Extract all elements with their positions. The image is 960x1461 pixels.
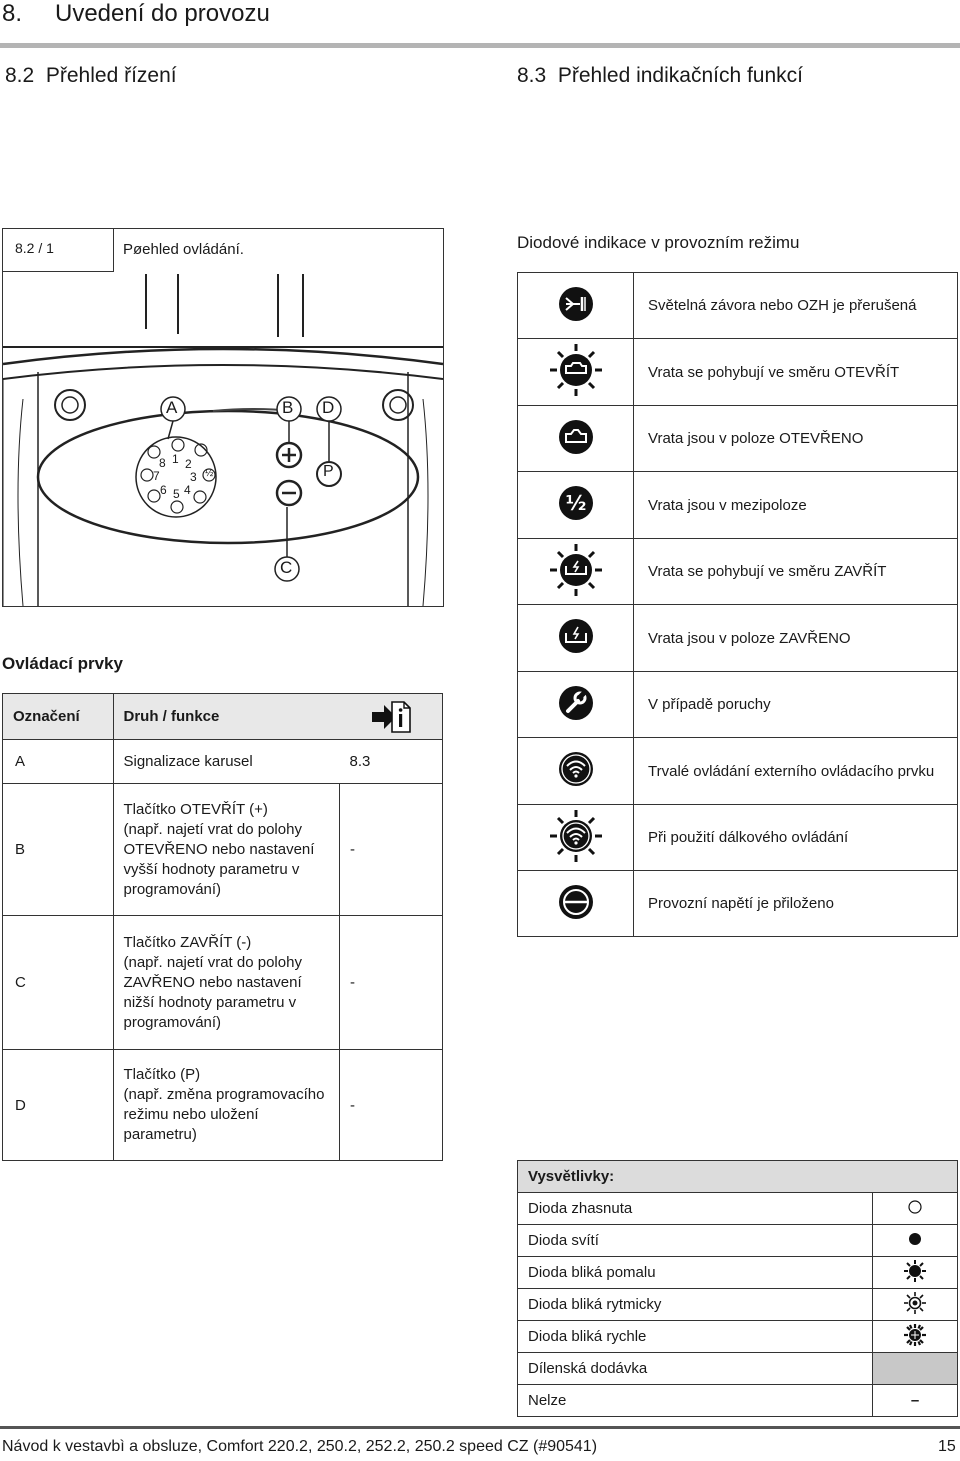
list-item bbox=[518, 1289, 958, 1321]
control-panel-figure bbox=[2, 228, 444, 607]
control-ref: - bbox=[340, 784, 443, 916]
table-row bbox=[518, 339, 958, 406]
label-d: D bbox=[322, 398, 335, 417]
door-open-icon bbox=[518, 406, 634, 472]
led-off-icon bbox=[873, 1193, 958, 1225]
led-text: Vrata jsou v mezipoloze bbox=[634, 472, 958, 539]
led-text: Provozní napětí je přiloženo bbox=[634, 871, 958, 937]
light-barrier-icon bbox=[518, 273, 634, 339]
door-closed-icon bbox=[518, 605, 634, 672]
table-row bbox=[3, 784, 443, 916]
chapter-title: Uvedení do provozu bbox=[55, 0, 270, 27]
footer-text: Návod k vestavbì a obsluze, Comfort 220.2, 250.2, 252.2, 250.2 speed CZ (#90541) bbox=[2, 1438, 598, 1455]
dial-half: ½ bbox=[205, 468, 214, 479]
legend-text: Dioda bliká rychle bbox=[518, 1321, 873, 1353]
door-closing-icon bbox=[518, 539, 634, 605]
led-heading: Diodové indikace v provozním režimu bbox=[517, 233, 800, 252]
led-text: Světelná závora nebo OZH je přerušená bbox=[634, 273, 958, 339]
shaded-cell bbox=[873, 1353, 958, 1385]
dial-number-8: 8 bbox=[159, 456, 166, 470]
col-mark-header: Označení bbox=[3, 694, 114, 740]
led-rhythm-icon bbox=[873, 1289, 958, 1321]
dial-number-4: 4 bbox=[184, 483, 191, 497]
control-mark: C bbox=[3, 916, 114, 1050]
info-reference-icon bbox=[340, 694, 443, 740]
control-ref: - bbox=[340, 1050, 443, 1161]
control-mark: B bbox=[3, 784, 114, 916]
table-row bbox=[3, 740, 443, 784]
legend-table bbox=[517, 1160, 958, 1417]
section-left-title: 8.2 Přehled řízení bbox=[5, 64, 177, 87]
figure-ref: 8.2 / 1 bbox=[15, 240, 54, 256]
table-row bbox=[518, 871, 958, 937]
table-row bbox=[518, 738, 958, 805]
table-row bbox=[3, 916, 443, 1050]
table-row bbox=[518, 406, 958, 472]
led-text: Při použití dálkového ovládání bbox=[634, 805, 958, 871]
led-text: Trvalé ovládání externího ovládacího prvku bbox=[634, 738, 958, 805]
led-fast-icon bbox=[873, 1321, 958, 1353]
led-text: Vrata se pohybují ve směru ZAVŘÍT bbox=[634, 539, 958, 605]
door-opening-icon bbox=[518, 339, 634, 406]
legend-text: Dioda bliká rytmicky bbox=[518, 1289, 873, 1321]
led-slow-icon bbox=[873, 1257, 958, 1289]
label-p: P bbox=[323, 463, 334, 480]
half-glyph: ½ bbox=[565, 491, 586, 515]
page-number: 15 bbox=[938, 1438, 956, 1455]
table-row bbox=[518, 539, 958, 605]
remote-blink-icon bbox=[518, 805, 634, 871]
list-item bbox=[518, 1257, 958, 1289]
controls-table bbox=[2, 693, 443, 1161]
table-row bbox=[518, 472, 958, 539]
half-position-icon bbox=[518, 472, 634, 539]
controls-heading: Ovládací prvky bbox=[2, 654, 123, 673]
control-function: Tlačítko ZAVŘÍT (-) (např. najetí vrat do polohy ZAVŘENO nebo nastavení nižší hodnoty parametru v programování) bbox=[113, 916, 340, 1050]
figure-ref-box bbox=[3, 229, 114, 272]
legend-text: Dílenská dodávka bbox=[518, 1353, 873, 1385]
wireless-icon bbox=[518, 738, 634, 805]
label-a: A bbox=[166, 398, 178, 417]
dial-number-3: 3 bbox=[190, 470, 197, 484]
list-item bbox=[518, 1353, 958, 1385]
dash-glyph: – bbox=[873, 1385, 958, 1417]
dial-number-7: 7 bbox=[153, 469, 160, 483]
list-item bbox=[518, 1225, 958, 1257]
list-item bbox=[518, 1321, 958, 1353]
legend-text: Dioda svítí bbox=[518, 1225, 873, 1257]
control-panel-drawing bbox=[3, 229, 443, 606]
power-icon bbox=[518, 871, 634, 937]
col-function-header: Druh / funkce bbox=[113, 694, 340, 740]
led-text: Vrata jsou v poloze OTEVŘENO bbox=[634, 406, 958, 472]
led-on-icon bbox=[873, 1225, 958, 1257]
legend-heading: Vysvětlivky: bbox=[518, 1161, 958, 1193]
legend-text: Nelze bbox=[518, 1385, 873, 1417]
label-c: C bbox=[280, 558, 293, 577]
dial-number-1: 1 bbox=[172, 452, 179, 466]
control-mark: A bbox=[3, 740, 114, 784]
list-item bbox=[518, 1193, 958, 1225]
control-function: Tlačítko OTEVŘÍT (+) (např. najetí vrat do polohy OTEVŘENO nebo nastavení vyšší hodnoty parametru v programování) bbox=[113, 784, 340, 916]
controls-header-row bbox=[3, 694, 443, 740]
legend-text: Dioda zhasnuta bbox=[518, 1193, 873, 1225]
dial-number-2: 2 bbox=[185, 457, 192, 471]
chapter-number: 8. bbox=[2, 0, 23, 27]
wrench-icon bbox=[518, 672, 634, 738]
legend-text: Dioda bliká pomalu bbox=[518, 1257, 873, 1289]
led-text: V případě poruchy bbox=[634, 672, 958, 738]
dial-number-6: 6 bbox=[160, 483, 167, 497]
section-right-title: 8.3 Přehled indikačních funkcí bbox=[517, 64, 804, 87]
table-row bbox=[3, 1050, 443, 1161]
control-function: Tlačítko (P) (např. změna programovacího režimu nebo uložení parametru) bbox=[113, 1050, 340, 1161]
figure-caption: Pøehled ovládání. bbox=[123, 241, 244, 258]
footer-rule bbox=[0, 1426, 960, 1429]
control-ref: - bbox=[340, 916, 443, 1050]
header-rule bbox=[0, 43, 960, 48]
table-row bbox=[518, 672, 958, 738]
control-ref: 8.3 bbox=[340, 740, 443, 784]
led-text: Vrata se pohybují ve směru OTEVŘÍT bbox=[634, 339, 958, 406]
label-b: B bbox=[282, 398, 294, 417]
table-row bbox=[518, 605, 958, 672]
control-mark: D bbox=[3, 1050, 114, 1161]
led-text: Vrata jsou v poloze ZAVŘENO bbox=[634, 605, 958, 672]
table-row bbox=[518, 805, 958, 871]
led-table bbox=[517, 272, 958, 937]
legend-header-row bbox=[518, 1161, 958, 1193]
dial-number-5: 5 bbox=[173, 487, 180, 501]
list-item bbox=[518, 1385, 958, 1417]
table-row bbox=[518, 273, 958, 339]
control-function: Signalizace karusel bbox=[113, 740, 340, 784]
